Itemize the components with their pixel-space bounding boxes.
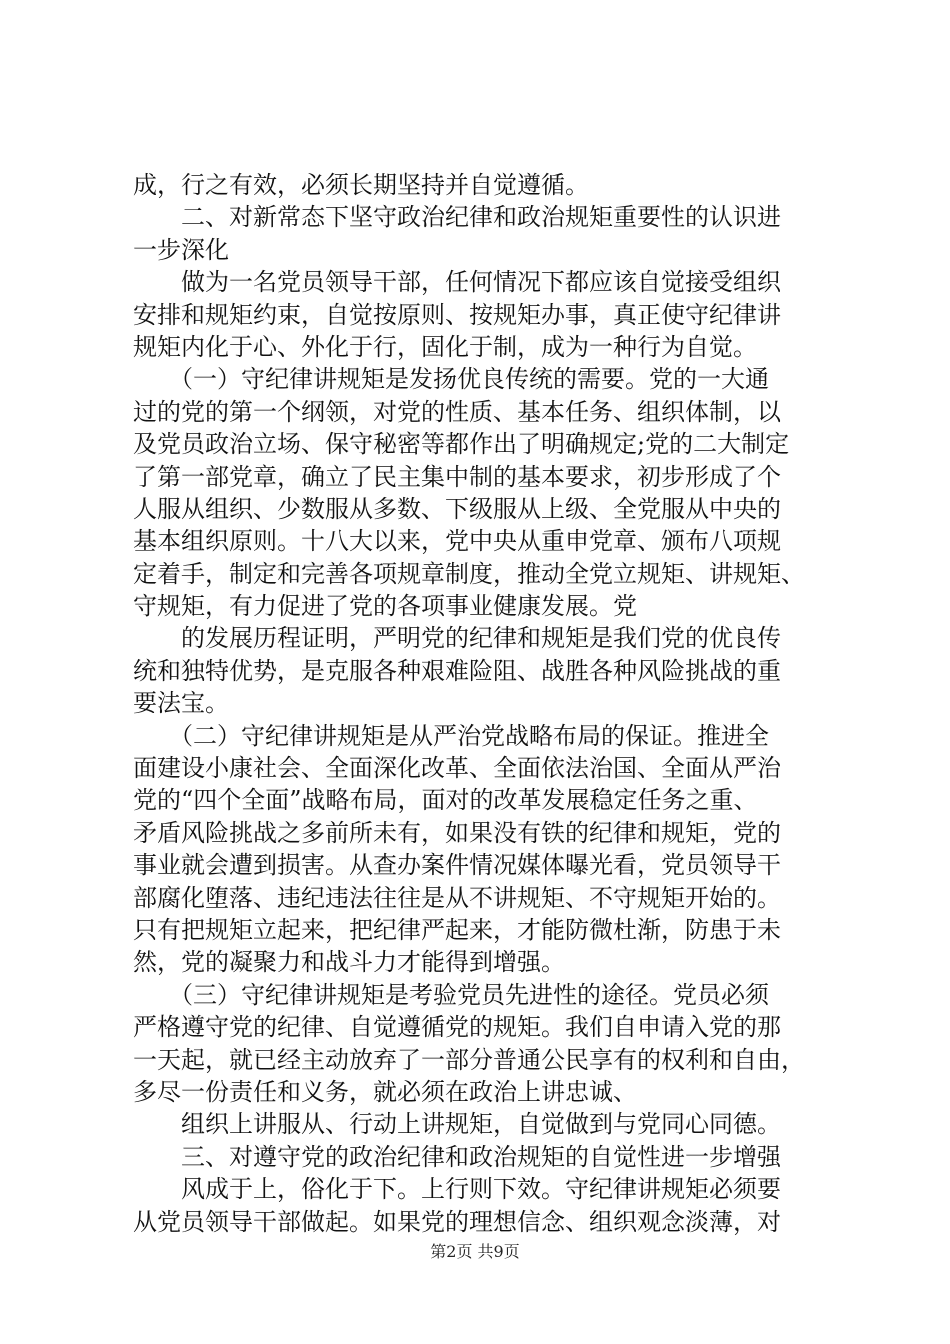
text-line: 安排和规矩约束，自觉按原则、按规矩办事，真正使守纪律讲 [133, 300, 781, 329]
text-line: 要法宝。 [133, 689, 229, 718]
text-line: 严格遵守党的纪律、自觉遵循党的规矩。我们自申请入党的那 [133, 1013, 781, 1042]
text-line: 然，党的凝聚力和战斗力才能得到增强。 [133, 948, 565, 977]
document-body [133, 169, 838, 1238]
text-line: 定着手，制定和完善各项规章制度，推动全党立规矩、讲规矩、 [133, 559, 805, 588]
text-line: 多尽一份责任和义务，就必须在政治上讲忠诚、 [133, 1077, 637, 1106]
text-line: 只有把规矩立起来，把纪律严起来，才能防微杜渐，防患于未 [133, 915, 781, 944]
text-line: 及党员政治立场、保守秘密等都作出了明确规定;党的二大制定 [133, 430, 790, 459]
page-footer: 第2页 共9页 [430, 1242, 520, 1261]
text-line: 的发展历程证明，严明党的纪律和规矩是我们党的优良传 [133, 624, 781, 653]
text-line: 部腐化堕落、违纪违法往往是从不讲规矩、不守规矩开始的。 [133, 883, 781, 912]
text-line: 三、对遵守党的政治纪律和政治规矩的自觉性进一步增强 [133, 1142, 781, 1171]
text-line: 基本组织原则。十八大以来，党中央从重申党章、颁布八项规 [133, 527, 781, 556]
text-line: 规矩内化于心、外化于行，固化于制，成为一种行为自觉。 [133, 332, 757, 361]
text-line: 成，行之有效，必须长期坚持并自觉遵循。 [133, 171, 589, 199]
text-line: 一天起，就已经主动放弃了一部分普通公民享有的权利和自由， [133, 1045, 805, 1074]
text-line: （三）守纪律讲规矩是考验党员先进性的途径。党员必须 [133, 980, 769, 1009]
text-line: 一步深化 [133, 235, 229, 264]
text-line: 人服从组织、少数服从多数、下级服从上级、全党服从中央的 [133, 494, 781, 523]
text-line: 统和独特优势，是克服各种艰难险阻、战胜各种风险挑战的重 [133, 656, 781, 685]
text-line: （二）守纪律讲规矩是从严治党战略布局的保证。推进全 [133, 721, 769, 750]
text-line: 矛盾风险挑战之多前所未有，如果没有铁的纪律和规矩，党的 [133, 818, 781, 847]
text-line: 党的“四个全面”战略布局，面对的改革发展稳定任务之重、 [133, 786, 758, 815]
text-line: 从党员领导干部做起。如果党的理想信念、组织观念淡薄，对 [133, 1207, 781, 1236]
text-line: 组织上讲服从、行动上讲规矩，自觉做到与党同心同德。 [133, 1110, 781, 1139]
text-line: 面建设小康社会、全面深化改革、全面依法治国、全面从严治 [133, 754, 781, 783]
text-line: 做为一名党员领导干部，任何情况下都应该自觉接受组织 [133, 268, 781, 297]
text-line: 过的党的第一个纲领，对党的性质、基本任务、组织体制，以 [133, 397, 781, 426]
text-line: 了第一部党章，确立了民主集中制的基本要求，初步形成了个 [133, 462, 781, 491]
text-line: 事业就会遭到损害。从查办案件情况媒体曝光看，党员领导干 [133, 851, 781, 880]
text-line: 二、对新常态下坚守政治纪律和政治规矩重要性的认识进 [133, 203, 781, 232]
text-line: （一）守纪律讲规矩是发扬优良传统的需要。党的一大通 [133, 365, 769, 394]
text-line: 守规矩，有力促进了党的各项事业健康发展。党 [133, 592, 637, 621]
text-line: 风成于上，俗化于下。上行则下效。守纪律讲规矩必须要 [133, 1175, 781, 1204]
